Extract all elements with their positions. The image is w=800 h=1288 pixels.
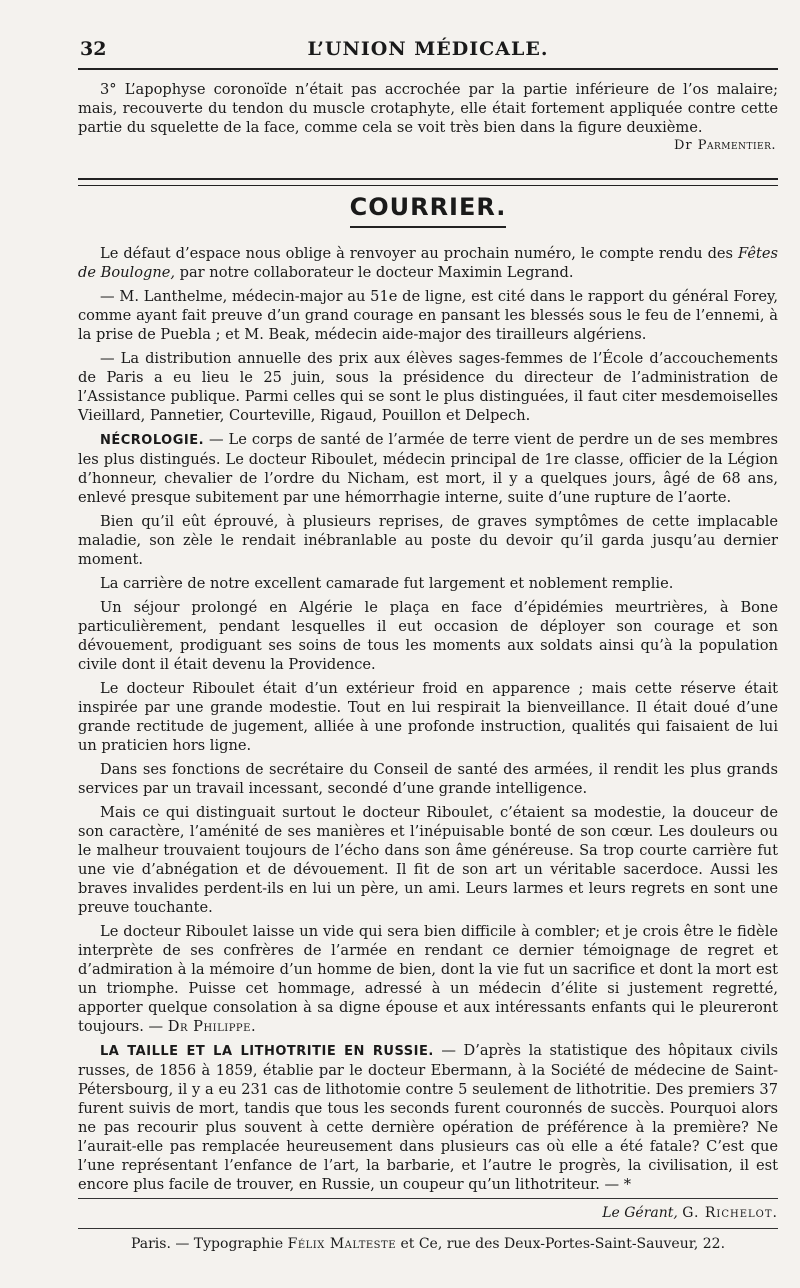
courrier-body	[78, 244, 778, 1199]
paragraph-necrologie	[78, 430, 778, 507]
gerant-line	[602, 1205, 778, 1221]
signature-name: Parmentier.	[697, 138, 776, 153]
necrologie-heading: NÉCROLOGIE.	[100, 433, 205, 448]
author-signature: Dr Philippe.	[167, 1018, 257, 1035]
paragraph-douceur: Mais ce qui distinguait surtout le docteur Riboulet, c’étaient sa modestie, la douceur de son caractère, l’aménité de ses manières et l’inépuisable bonté de son cœur. Les douleurs ou le malheur trouvaient toujours de l’écho dans son âme généreuse. Sa trop courte carrière fut une vie d’abnégation et de dévouement. Il fit de son art un véritable sacerdoce. Aussi les braves invalides perdent-ils en lui un père, un ami. Leurs larmes et leurs regrets en sont une preuve touchante.	[78, 804, 778, 916]
imprint-text: et Ce, rue des Deux-Portes-Saint-Sauveur, 22.	[396, 1236, 726, 1252]
title-underline	[350, 226, 506, 228]
gerant-label: Le Gérant,	[602, 1205, 678, 1221]
italic-title: Fêtes de Boulogne,	[78, 245, 778, 281]
paragraph-distribution: — La distribution annuelle des prix aux élèves sages-femmes de l’École d’accouchements de Paris a eu lieu le 25 juin, sous la présidence du directeur de l’administration de l’Assistance publique. Parmi celles qui se sont le plus distinguées, il faut citer mesdemoiselles Vieillard, Pannetier, Courteville, Rigaud, Pouillon et Delpech.	[78, 350, 778, 424]
paragraph-text: Le docteur Riboulet laisse un vide qui sera bien difficile à combler; et je crois être le fidèle interprète de ses confrères de l’armée en rendant ce dernier témoignage de regret et d’admiration à la mémoire d’un homme de bien, dont la vie fut un sacrifice et dont la mort est un triomphe. Puisse cet hommage, adressé à un médecin d’élite si justement regretté, apporter quelque consolation à sa digne épouse et aux intéressants enfants qui le pleureront toujours. —	[78, 923, 778, 1035]
footer-rule	[78, 1198, 778, 1199]
paragraph-lithotritie	[78, 1041, 778, 1194]
intro-paragraph: 3° L’apophyse coronoïde n’était pas accrochée par la partie inférieure de l’os malaire; mais, recouverte du tendon du muscle crotaphyte, elle était fortement appliquée contre cette partie du squelette de la face, comme cela se voit très bien dans la figure deuxième.	[78, 81, 778, 136]
intro-block	[78, 80, 778, 153]
page-header	[78, 38, 778, 66]
lithotritie-heading: LA TAILLE ET LA LITHOTRITIE EN RUSSIE.	[100, 1044, 434, 1059]
paragraph-symptomes: Bien qu’il eût éprouvé, à plusieurs reprises, de graves symptômes de cette implacable maladie, son zèle le rendait inébranlable au poste du devoir qu’il garda jusqu’au dernier moment.	[78, 513, 778, 568]
printer-name: Félix Malteste	[287, 1236, 397, 1252]
paragraph-hommage	[78, 922, 778, 1036]
paragraph-algerie: Un séjour prolongé en Algérie le plaça en face d’épidémies meurtrières, à Bone particulièrement, pendant lesquelles il eut occasion de déployer son courage et son dévouement, prodiguant ses soins de tous les moments aux soldats ainsi qu’à la population civile dont il était devenu la Providence.	[78, 599, 778, 673]
paragraph-fetes	[78, 244, 778, 282]
section-title: COURRIER.	[349, 193, 507, 221]
paragraph-lanthelme: — M. Lanthelme, médecin-major au 51e de ligne, est cité dans le rapport du général Forey, comme ayant fait preuve d’un grand courage en pansant les blessés sous le feu de l’ennemi, à la prise de Puebla ; et M. Beak, médecin aide-major des tirailleurs algériens.	[78, 288, 778, 343]
gerant-name: G. Richelot.	[682, 1205, 778, 1221]
page-number: 32	[80, 38, 107, 60]
paragraph-secretaire: Dans ses fonctions de secrétaire du Conseil de santé des armées, il rendit les plus grands services par un travail incessant, secondé d’une grande intelligence.	[78, 761, 778, 797]
paragraph-modestie: Le docteur Riboulet était d’un extérieur froid en apparence ; mais cette réserve était inspirée par une grande modestie. Tout en lui respirait la bienveillance. Il était doué d’une grande rectitude de jugement, alliée à une profonde instruction, qualités qui faisaient de lui un praticien hors ligne.	[78, 680, 778, 754]
imprint-text: Paris. — Typographie	[130, 1236, 288, 1252]
paragraph-text: par notre collaborateur le docteur Maximin Legrand.	[175, 264, 574, 281]
imprint-line	[78, 1236, 778, 1252]
paragraph-text: Le défaut d’espace nous oblige à renvoyer au prochain numéro, le compte rendu des	[100, 245, 739, 262]
signature-prefix: Dr	[673, 138, 693, 153]
section-divider	[78, 178, 778, 186]
paragraph-text: — D’après la statistique des hôpitaux civils russes, de 1856 à 1859, établie par le docteur Ebermann, à la Société de médecine de Saint-Pétersbourg, il y a eu 231 cas de lithotomie contre 5 seulement de lithotritie. Des premiers 37 furent suivis de mort, tandis que tous les seconds furent couronnés de succès. Pourquoi alors ne pas recourir plus souvent à cette dernière opération de préférence à la première? Ne l’aurait-elle pas remplacée heureusement dans plusieurs cas où elle a été fatale? C’est que l’une représentant l’enfance de l’art, la barbarie, et l’autre le progrès, la civilisation, il est encore plus facile de trouver, en Russie, un coupeur qu’un lithotriteur. — *	[78, 1042, 778, 1193]
imprint-rule	[78, 1228, 778, 1229]
intro-signature	[78, 138, 778, 153]
paragraph-text: — Le corps de santé de l’armée de terre vient de perdre un de ses membres les plus distingués. Le docteur Riboulet, médecin principal de 1re classe, officier de la Légion d’honneur, chevalier de l’ordre du Nicham, est mort, il y a quelques jours, âgé de 68 ans, enlevé presque subitement par une hémorrhagie interne, suite d’une rupture de l’aorte.	[78, 431, 778, 506]
journal-title: L’UNION MÉDICALE.	[307, 38, 549, 60]
header-rule	[78, 68, 778, 70]
paragraph-carriere: La carrière de notre excellent camarade fut largement et noblement remplie.	[100, 575, 674, 592]
